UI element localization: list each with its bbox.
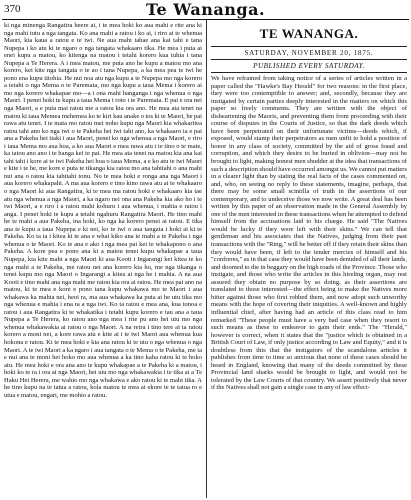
subhead: PUBLISHED EVERY SATURDAY. (253, 62, 365, 70)
subhead-rule (211, 72, 407, 73)
right-column (211, 22, 407, 498)
page-number: 370 (4, 3, 21, 15)
right-column-text: We have refrained from taking notice of a series of articles written in a paper called the "Hawke's Bay Herald" for two reasons: in the first place, they were too contemptible to answer; and, secondly, because they are instigated by certain parties deeply interested in the matters on which this paper so freely comments. They are written with the object of disheartening the Maoris, and preventing them from proceeding with their course of disputes in the Courts of Justice, so that the dark deeds which have been perpetrated on their unfortunate victims—deeds which, if exposed, would stamp their perpetrators as men unfit to hold a position of honor in any class of society, committed by the aid of gross fraud and corruption, and which they desire to be buried in oblivion—may not be brought to light, making honest men shudder at the idea that transactions of such a description should have occurred amongst us. We cannot put matters in a clearer light than by stating the real facts of the cases commented on, and, who, on seeing no reply to these statements, imagine, perhaps, that there may be some small scintilla of truth in the assertions of our contemporary, and to undeceive those we now write. A great deal has been written by this paper of an observation made in the General Assembly by one of the men interested in these transactions when he attempted to defend himself from the accusations laid to his charge. He said "The Natives would be lucky if they were left with their skins." We can tell that gentleman and his associates that the Natives, judging from their past transactions with the "Ring," will be better off if they retain their skins than they would have been, if left to the tender mercies of himself and his "confreres," as in that case they would have been denuded of all their lands, and doomed to die in beggary on the high roads of the Province. Those who instigate, and those who write the articles in this hireling organ, may rest assured they obtain no purpose by so doing, as their assertions are translated to those interested—the effect being to make the Natives more bitter against those who first robbed them, and now adopt such unworthy means with the hope of covering their iniquities. A well-known and highly influential chief, after having had an article of this class read to him remarked "These people must have a very bad case when they resort to such means as these to endeavor to gain their ends." The "Herald," however is correct, when it states that the "justice which is obtained in a British Court of Law, if only justice according to Law and Equity," and it is doubtless from this that the instigators of the scandalous articles it publishes from time to time so anxious that none of these cases should be heard in England, knowing that many of the deeds committed by these Provincial land sharks would be brought to light, and would not be tolerated by the Law Courts of that country. We assert positively that never if the Natives shall not gain a single case in any of law effect- (211, 75, 407, 392)
masthead: Te Wananga. (145, 0, 266, 19)
title-rule (211, 46, 407, 47)
dateline: SATURDAY, NOVEMBER 20, 1875. (244, 49, 374, 57)
page-header (0, 0, 411, 20)
left-column-text: ki nga minenga Rangatira heere ai, i te mea hoki ko aua mahi e rite ana ki nga mahi tutu a nga tangata. Ko ana mahi a ratou i ko ai, i riro ai te whenua Maori, kia kaua a ratou e te iwi. Ne aua mahi tahae ana kai tahi e tana Nupepa i ko atu ki te ngaro o nga tangata whakaaro tika. He mea i puta ai enei kupu a matou, ko kitenga na matou i tetahi korero kua tuhia i tana Nupepa a Te Herera. A i mea matou, me puta ano he kupu a matou mo ana korero, kei kite nga tangata o te ao i tana Nupepa, a ka mea pea te iwi he pono ena kupu titohia. He nui noa atu nga kupu a te Nupepa mo nga korero a tetahi o nga Mema o te Paremata, mo nga kupu a taua Mema i korero ai mo nga korero whakapae mo—a i ona mahi hanganga i nga whenua o nga Maori. I penei hoki te kupu a taua Mema i roto i te Paremata. E pai e ora nei nga Maori, a e puta mai ratou me a ratou kia ora ano. He mea ata tenei na matou ki taua Memea mehemea ko te kiri kau anake o tos ki te Maori, he pai rawa atu tenei. I te mata mo ratou mei noho kupu nga Maori kia whakaritea ratou tahi ano ko nga iwi o te Pakeha hei iwi tahi ano, ka whakaaro ia e pai ana a Pakeha hei tiaki i aua Maori, penei ko nga whenua a nga Maori, e riro i taua Mema mo aua hoa, a ko aua Maori e mea rawa atu i te tino o te mate, ka tatou ano ano i te hanga kei te pai. He mea ata tenei na matou kia ana kai tahi tahi i kore ai te iwi Pakeha hei hoa o taua Mema, a e ko atu te iwi Maori e kite i te he, me kore e puta te tikanga kia ratou mo ana tahitahi o ana mahi nui ana o ratou kia tahitahi tonu. No te mea hoki e ronga ana nga Maori i aua korero whakapahi. A ma aua korero e tino kino rawa atu ai te whakaaro o nga Maori ki aua Rangatira, ki te mea ma ratou hoki e whakaaro kia tae atu nga whenua a nga Maori, a ka ngaro nei ona ana Pakeha kia ako ho i te iwi Maori, a e riro i a ratou mahi kohuru i aua whenua, i mahia e ratou i anga. I penei hoki te kupu a tetahi ngahuru Rangatira Maori. He tino mahi he te mahi a aua Pakeha, ina hoki, ko nga ka korero penei ai ratou. E tika ana te kupu a taua Nupepa e ki nei, ko te iwi o aua tangata i hoki ai ki te Pakeha. Ko ta ia i kitea ki te ana e whai kiko ana te mahi a te Pakeha i nga whenua o te Maori. Ko te ana e ako i nga mea pai kei te whakapono o ana Pakeha. A kore pea e pono ana ki a matou tenei kupu whakapae a taua Nupepa, kia kite mahi a nga Maori ki aua Kooti i Ingarangi kei kitea te ko nga mahi a te Pakeha, me ratou nei ana korero kia ho, me nga tikanga o tenei kupu mo nga Maori o Ingarangi a kitea ai nga he i mahia. A na aua Kooti e tino mahi ana nga mahi me ratou kia ora ai ratou. He mea pai ano na matou, ki te mea e kore e pono tana kupu whakawa mo te Maori i aua whakawa ka mahia nei, heoi ra, ma aua whakawa ka puta ai he utu tika mo nga whenua e mahia i ena ra a nga iwi. Ko ta ratou e mea ana, kua tonoa e ratou i aua Rangatira ki te whakatika i tetahi kupu korero e tau ana a taua Nupepa a Te Herera, ko ratou ano nga mea i rite pu ano hei utu mo nga whenua whakawakia ai ratou o nga Maori. A na reira i tino tere ai ta ratou korero a moni nei, a kore rawa atu e kite ai i te iwi Maori aua whenua kua hokona e ratou. Ki te mea hoki e kia ana ratou ki te utu o nga whenua o nga Maori. A te iwi Maori a ka ngaro i aua tangata o te Mema o te Pakeha, me ia e nui ana te moni hei hoko mo aua whenua a ka tino kaha ratou ki te hoko atu. He mea hoki e ora ana ano te kupu whakapae a te Pakeha ki a matou, i hoki ko te ra i ora ai nga Maori, hei utu mo nga whakawakia i te tika ai a Te Haku Hei Herera, me wahio mo nga whakawa e ako ratou ki te mahi tika. A he tino kupu na te tatua a ratou, kola matou te mea ai ekore te te tatua ro e utua e matou, engari, me mohio a ratou. (4, 22, 202, 399)
dateline-rule (211, 59, 407, 60)
left-column (4, 22, 202, 498)
column-divider (206, 20, 207, 498)
paper-title: TE WANANGA. (259, 26, 359, 41)
